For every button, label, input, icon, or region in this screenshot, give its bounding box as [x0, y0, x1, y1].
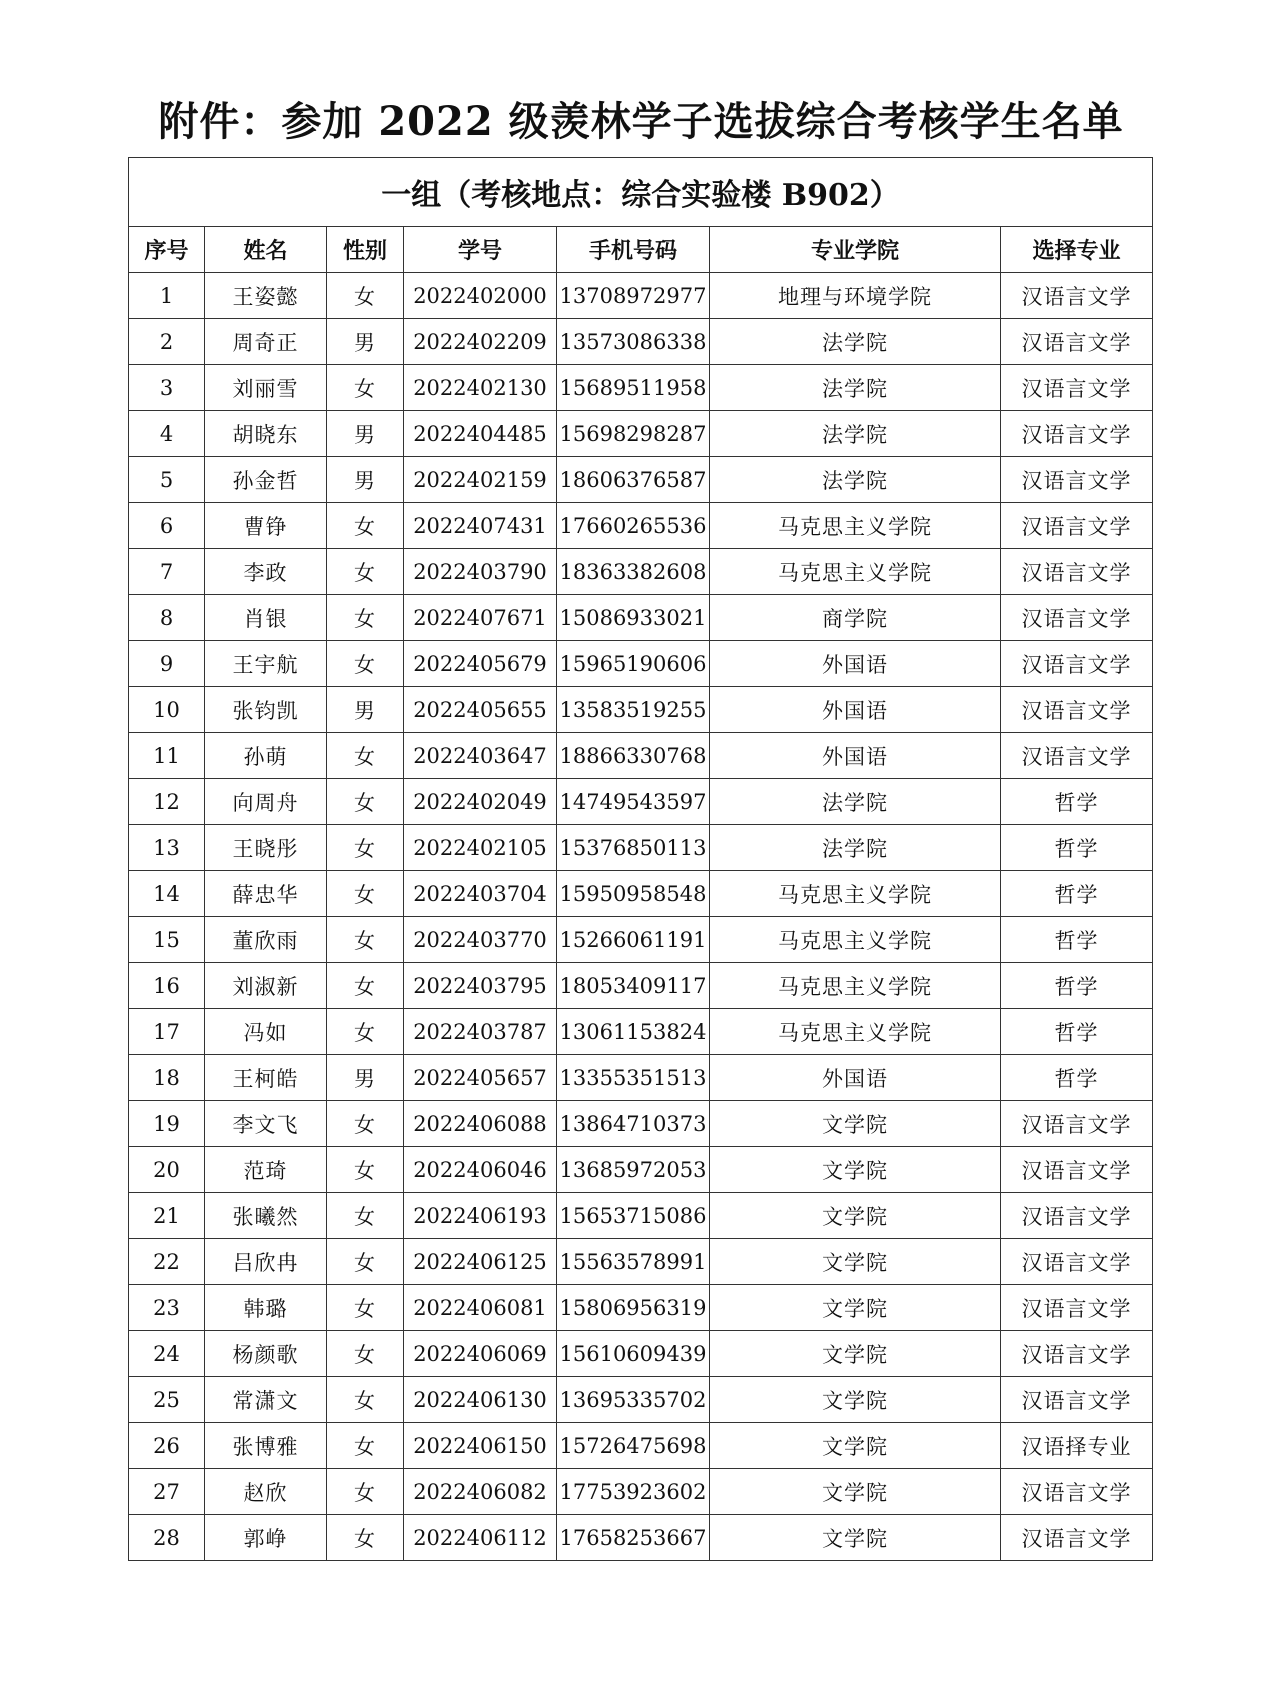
- row-index-cell: 28: [129, 1515, 205, 1561]
- student-id-cell: 2022405679: [404, 641, 557, 687]
- student-id-cell: 2022402105: [404, 825, 557, 871]
- student-name-cell: 王晓彤: [205, 825, 327, 871]
- row-index-cell: 6: [129, 503, 205, 549]
- table-row: [129, 273, 1153, 319]
- phone-number-cell: 17753923602: [557, 1469, 710, 1515]
- gender-cell: 女: [327, 273, 404, 319]
- student-id-cell: 2022403647: [404, 733, 557, 779]
- chosen-major-cell: 哲学: [1001, 963, 1153, 1009]
- chosen-major-cell: 汉语言文学: [1001, 733, 1153, 779]
- student-roster-table: [128, 157, 1153, 1561]
- table-row: [129, 917, 1153, 963]
- gender-cell: 男: [327, 411, 404, 457]
- phone-number-cell: 17660265536: [557, 503, 710, 549]
- gender-cell: 女: [327, 917, 404, 963]
- college-cell: 马克思主义学院: [710, 917, 1001, 963]
- student-name-cell: 常潇文: [205, 1377, 327, 1423]
- table-row: [129, 503, 1153, 549]
- gender-cell: 女: [327, 825, 404, 871]
- phone-number-cell: 15726475698: [557, 1423, 710, 1469]
- row-index-cell: 14: [129, 871, 205, 917]
- row-index-cell: 7: [129, 549, 205, 595]
- column-header-row: [129, 227, 1153, 273]
- gender-cell: 女: [327, 1423, 404, 1469]
- table-row: [129, 411, 1153, 457]
- table-row: [129, 595, 1153, 641]
- college-cell: 法学院: [710, 779, 1001, 825]
- phone-number-cell: 18363382608: [557, 549, 710, 595]
- table-row: [129, 1423, 1153, 1469]
- student-id-cell: 2022404485: [404, 411, 557, 457]
- student-name-cell: 肖银: [205, 595, 327, 641]
- phone-number-cell: 13061153824: [557, 1009, 710, 1055]
- phone-number-cell: 15563578991: [557, 1239, 710, 1285]
- student-id-cell: 2022407671: [404, 595, 557, 641]
- student-name-cell: 张钧凯: [205, 687, 327, 733]
- college-cell: 法学院: [710, 457, 1001, 503]
- row-index-cell: 12: [129, 779, 205, 825]
- chosen-major-cell: 汉语言文学: [1001, 365, 1153, 411]
- row-index-cell: 27: [129, 1469, 205, 1515]
- column-header-chosen-major: 选择专业: [1001, 227, 1153, 273]
- college-cell: 文学院: [710, 1285, 1001, 1331]
- gender-cell: 男: [327, 319, 404, 365]
- row-index-cell: 22: [129, 1239, 205, 1285]
- college-cell: 文学院: [710, 1377, 1001, 1423]
- college-cell: 马克思主义学院: [710, 963, 1001, 1009]
- row-index-cell: 4: [129, 411, 205, 457]
- student-id-cell: 2022403770: [404, 917, 557, 963]
- chosen-major-cell: 汉语言文学: [1001, 1515, 1153, 1561]
- college-cell: 法学院: [710, 319, 1001, 365]
- row-index-cell: 8: [129, 595, 205, 641]
- chosen-major-cell: 哲学: [1001, 1055, 1153, 1101]
- student-id-cell: 2022403787: [404, 1009, 557, 1055]
- chosen-major-cell: 哲学: [1001, 871, 1153, 917]
- student-name-cell: 孙萌: [205, 733, 327, 779]
- table-row: [129, 1193, 1153, 1239]
- student-id-cell: 2022406081: [404, 1285, 557, 1331]
- college-cell: 文学院: [710, 1147, 1001, 1193]
- row-index-cell: 5: [129, 457, 205, 503]
- student-id-cell: 2022403790: [404, 549, 557, 595]
- row-index-cell: 17: [129, 1009, 205, 1055]
- phone-number-cell: 13708972977: [557, 273, 710, 319]
- college-cell: 马克思主义学院: [710, 1009, 1001, 1055]
- phone-number-cell: 15376850113: [557, 825, 710, 871]
- student-id-cell: 2022402049: [404, 779, 557, 825]
- phone-number-cell: 15653715086: [557, 1193, 710, 1239]
- row-index-cell: 23: [129, 1285, 205, 1331]
- phone-number-cell: 18866330768: [557, 733, 710, 779]
- phone-number-cell: 18053409117: [557, 963, 710, 1009]
- phone-number-cell: 18606376587: [557, 457, 710, 503]
- student-id-cell: 2022403704: [404, 871, 557, 917]
- student-name-cell: 刘丽雪: [205, 365, 327, 411]
- gender-cell: 男: [327, 1055, 404, 1101]
- student-id-cell: 2022402159: [404, 457, 557, 503]
- student-id-cell: 2022405655: [404, 687, 557, 733]
- phone-number-cell: 13355351513: [557, 1055, 710, 1101]
- student-name-cell: 孙金哲: [205, 457, 327, 503]
- chosen-major-cell: 汉语言文学: [1001, 1377, 1153, 1423]
- gender-cell: 女: [327, 1147, 404, 1193]
- phone-number-cell: 13695335702: [557, 1377, 710, 1423]
- college-cell: 法学院: [710, 411, 1001, 457]
- student-id-cell: 2022402130: [404, 365, 557, 411]
- phone-number-cell: 15086933021: [557, 595, 710, 641]
- student-name-cell: 王姿懿: [205, 273, 327, 319]
- gender-cell: 女: [327, 1285, 404, 1331]
- chosen-major-cell: 哲学: [1001, 917, 1153, 963]
- student-name-cell: 范琦: [205, 1147, 327, 1193]
- phone-number-cell: 15610609439: [557, 1331, 710, 1377]
- college-cell: 文学院: [710, 1469, 1001, 1515]
- table-row: [129, 457, 1153, 503]
- student-name-cell: 李政: [205, 549, 327, 595]
- table-row: [129, 1009, 1153, 1055]
- chosen-major-cell: 汉语言文学: [1001, 549, 1153, 595]
- gender-cell: 男: [327, 457, 404, 503]
- chosen-major-cell: 汉语择专业: [1001, 1423, 1153, 1469]
- row-index-cell: 16: [129, 963, 205, 1009]
- college-cell: 马克思主义学院: [710, 549, 1001, 595]
- student-name-cell: 韩璐: [205, 1285, 327, 1331]
- college-cell: 法学院: [710, 825, 1001, 871]
- phone-number-cell: 15950958548: [557, 871, 710, 917]
- phone-number-cell: 14749543597: [557, 779, 710, 825]
- table-row: [129, 871, 1153, 917]
- row-index-cell: 1: [129, 273, 205, 319]
- student-name-cell: 王宇航: [205, 641, 327, 687]
- student-name-cell: 周奇正: [205, 319, 327, 365]
- chosen-major-cell: 哲学: [1001, 1009, 1153, 1055]
- student-id-cell: 2022406088: [404, 1101, 557, 1147]
- table-row: [129, 687, 1153, 733]
- row-index-cell: 13: [129, 825, 205, 871]
- phone-number-cell: 13583519255: [557, 687, 710, 733]
- gender-cell: 女: [327, 1193, 404, 1239]
- college-cell: 文学院: [710, 1101, 1001, 1147]
- row-index-cell: 25: [129, 1377, 205, 1423]
- gender-cell: 女: [327, 365, 404, 411]
- college-cell: 文学院: [710, 1193, 1001, 1239]
- chosen-major-cell: 哲学: [1001, 825, 1153, 871]
- student-id-cell: 2022406130: [404, 1377, 557, 1423]
- gender-cell: 女: [327, 871, 404, 917]
- table-row: [129, 779, 1153, 825]
- chosen-major-cell: 汉语言文学: [1001, 319, 1153, 365]
- student-name-cell: 胡晓东: [205, 411, 327, 457]
- chosen-major-cell: 汉语言文学: [1001, 1285, 1153, 1331]
- college-cell: 法学院: [710, 365, 1001, 411]
- phone-number-cell: 13864710373: [557, 1101, 710, 1147]
- table-row: [129, 641, 1153, 687]
- table-row: [129, 1331, 1153, 1377]
- gender-cell: 女: [327, 963, 404, 1009]
- chosen-major-cell: 汉语言文学: [1001, 641, 1153, 687]
- gender-cell: 女: [327, 595, 404, 641]
- student-name-cell: 杨颜歌: [205, 1331, 327, 1377]
- table-row: [129, 963, 1153, 1009]
- gender-cell: 女: [327, 779, 404, 825]
- row-index-cell: 9: [129, 641, 205, 687]
- student-name-cell: 曹铮: [205, 503, 327, 549]
- roster-body: [129, 273, 1153, 1561]
- column-header-name: 姓名: [205, 227, 327, 273]
- student-id-cell: 2022405657: [404, 1055, 557, 1101]
- gender-cell: 女: [327, 503, 404, 549]
- row-index-cell: 21: [129, 1193, 205, 1239]
- table-row: [129, 1147, 1153, 1193]
- student-id-cell: 2022406046: [404, 1147, 557, 1193]
- college-cell: 文学院: [710, 1515, 1001, 1561]
- student-id-cell: 2022407431: [404, 503, 557, 549]
- row-index-cell: 20: [129, 1147, 205, 1193]
- student-id-cell: 2022406069: [404, 1331, 557, 1377]
- chosen-major-cell: 汉语言文学: [1001, 1239, 1153, 1285]
- table-row: [129, 1101, 1153, 1147]
- gender-cell: 女: [327, 549, 404, 595]
- column-header-phone: 手机号码: [557, 227, 710, 273]
- table-row: [129, 1515, 1153, 1561]
- gender-cell: 女: [327, 1331, 404, 1377]
- college-cell: 外国语: [710, 733, 1001, 779]
- chosen-major-cell: 汉语言文学: [1001, 1193, 1153, 1239]
- chosen-major-cell: 汉语言文学: [1001, 595, 1153, 641]
- student-id-cell: 2022402209: [404, 319, 557, 365]
- gender-cell: 女: [327, 1239, 404, 1285]
- college-cell: 商学院: [710, 595, 1001, 641]
- chosen-major-cell: 汉语言文学: [1001, 1101, 1153, 1147]
- gender-cell: 女: [327, 1377, 404, 1423]
- college-cell: 马克思主义学院: [710, 871, 1001, 917]
- college-cell: 地理与环境学院: [710, 273, 1001, 319]
- gender-cell: 女: [327, 1101, 404, 1147]
- phone-number-cell: 15698298287: [557, 411, 710, 457]
- phone-number-cell: 13573086338: [557, 319, 710, 365]
- gender-cell: 女: [327, 1469, 404, 1515]
- phone-number-cell: 17658253667: [557, 1515, 710, 1561]
- column-header-index: 序号: [129, 227, 205, 273]
- column-header-student-id: 学号: [404, 227, 557, 273]
- student-id-cell: 2022406082: [404, 1469, 557, 1515]
- chosen-major-cell: 汉语言文学: [1001, 1147, 1153, 1193]
- column-header-gender: 性别: [327, 227, 404, 273]
- college-cell: 马克思主义学院: [710, 503, 1001, 549]
- table-row: [129, 733, 1153, 779]
- phone-number-cell: 15266061191: [557, 917, 710, 963]
- college-cell: 外国语: [710, 687, 1001, 733]
- table-row: [129, 1377, 1153, 1423]
- phone-number-cell: 15806956319: [557, 1285, 710, 1331]
- student-id-cell: 2022406150: [404, 1423, 557, 1469]
- student-id-cell: 2022403795: [404, 963, 557, 1009]
- table-row: [129, 825, 1153, 871]
- table-row: [129, 1469, 1153, 1515]
- group-heading-row: [129, 158, 1153, 227]
- row-index-cell: 3: [129, 365, 205, 411]
- student-name-cell: 薛忠华: [205, 871, 327, 917]
- phone-number-cell: 13685972053: [557, 1147, 710, 1193]
- chosen-major-cell: 汉语言文学: [1001, 411, 1153, 457]
- student-name-cell: 张博雅: [205, 1423, 327, 1469]
- row-index-cell: 19: [129, 1101, 205, 1147]
- student-name-cell: 董欣雨: [205, 917, 327, 963]
- gender-cell: 女: [327, 1515, 404, 1561]
- page-title: 附件：参加 2022 级羡林学子选拔综合考核学生名单: [158, 98, 1124, 145]
- table-row: [129, 549, 1153, 595]
- row-index-cell: 24: [129, 1331, 205, 1377]
- gender-cell: 男: [327, 687, 404, 733]
- gender-cell: 女: [327, 641, 404, 687]
- chosen-major-cell: 汉语言文学: [1001, 457, 1153, 503]
- student-id-cell: 2022406125: [404, 1239, 557, 1285]
- column-header-college: 专业学院: [710, 227, 1001, 273]
- student-name-cell: 向周舟: [205, 779, 327, 825]
- group-heading: 一组（考核地点：综合实验楼 B902）: [129, 158, 1153, 227]
- table-row: [129, 1239, 1153, 1285]
- chosen-major-cell: 汉语言文学: [1001, 1469, 1153, 1515]
- college-cell: 外国语: [710, 641, 1001, 687]
- college-cell: 文学院: [710, 1423, 1001, 1469]
- row-index-cell: 18: [129, 1055, 205, 1101]
- college-cell: 文学院: [710, 1331, 1001, 1377]
- student-name-cell: 冯如: [205, 1009, 327, 1055]
- phone-number-cell: 15689511958: [557, 365, 710, 411]
- student-name-cell: 吕欣冉: [205, 1239, 327, 1285]
- student-name-cell: 刘淑新: [205, 963, 327, 1009]
- table-row: [129, 1285, 1153, 1331]
- row-index-cell: 10: [129, 687, 205, 733]
- row-index-cell: 15: [129, 917, 205, 963]
- table-row: [129, 1055, 1153, 1101]
- student-id-cell: 2022402000: [404, 273, 557, 319]
- student-name-cell: 王柯皓: [205, 1055, 327, 1101]
- chosen-major-cell: 汉语言文学: [1001, 503, 1153, 549]
- chosen-major-cell: 汉语言文学: [1001, 273, 1153, 319]
- chosen-major-cell: 汉语言文学: [1001, 687, 1153, 733]
- row-index-cell: 11: [129, 733, 205, 779]
- student-name-cell: 郭峥: [205, 1515, 327, 1561]
- gender-cell: 女: [327, 1009, 404, 1055]
- table-row: [129, 365, 1153, 411]
- table-row: [129, 319, 1153, 365]
- student-name-cell: 李文飞: [205, 1101, 327, 1147]
- row-index-cell: 2: [129, 319, 205, 365]
- phone-number-cell: 15965190606: [557, 641, 710, 687]
- student-id-cell: 2022406193: [404, 1193, 557, 1239]
- student-name-cell: 张曦然: [205, 1193, 327, 1239]
- college-cell: 文学院: [710, 1239, 1001, 1285]
- chosen-major-cell: 哲学: [1001, 779, 1153, 825]
- student-id-cell: 2022406112: [404, 1515, 557, 1561]
- chosen-major-cell: 汉语言文学: [1001, 1331, 1153, 1377]
- college-cell: 外国语: [710, 1055, 1001, 1101]
- student-name-cell: 赵欣: [205, 1469, 327, 1515]
- row-index-cell: 26: [129, 1423, 205, 1469]
- gender-cell: 女: [327, 733, 404, 779]
